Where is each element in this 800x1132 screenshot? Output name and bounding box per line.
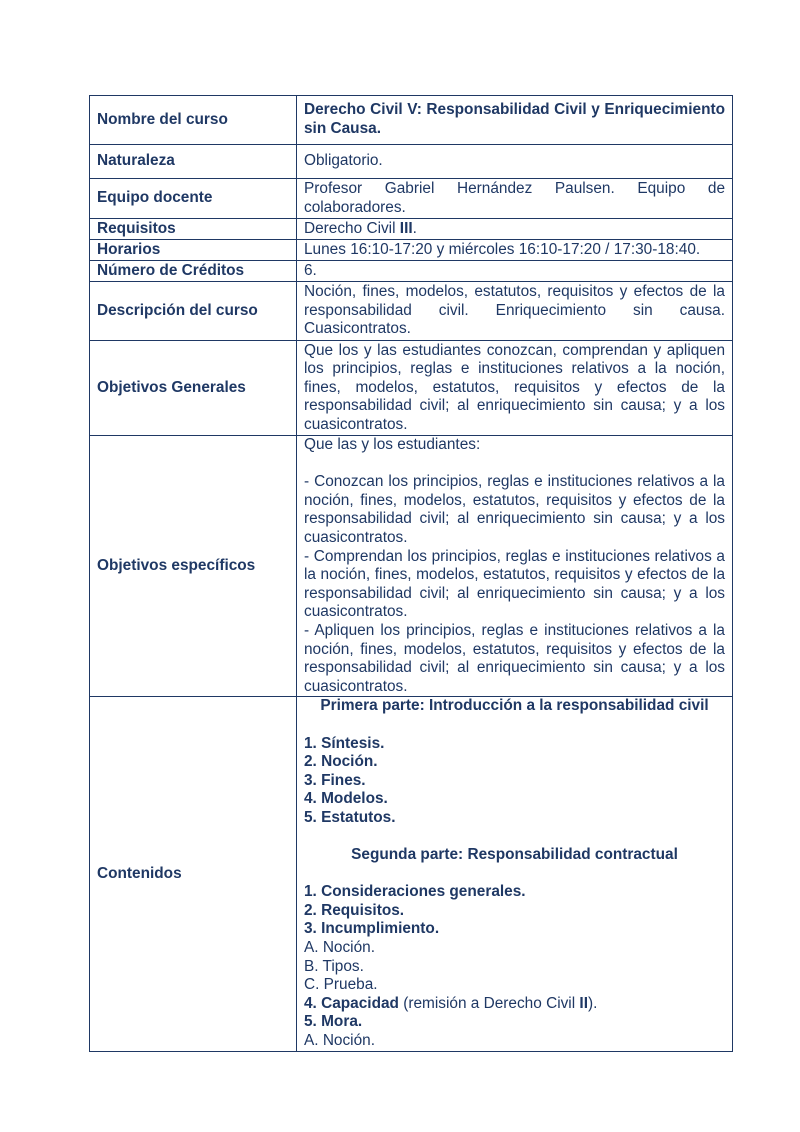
capacidad-label: 4. Capacidad — [304, 994, 399, 1012]
requisitos-roman: III — [399, 219, 413, 237]
part1-item: 3. Fines. — [304, 771, 366, 789]
requisitos-text: Derecho Civil — [304, 219, 400, 237]
requisitos-period: . — [412, 219, 417, 237]
part1-item: 2. Noción. — [304, 753, 378, 771]
part1-title: Primera parte: Introducción a la responsabilidad civil — [320, 697, 709, 715]
part2-item: 5. Mora. — [304, 1013, 363, 1031]
table-row — [90, 219, 733, 240]
row-label-creditos: Número de Créditos — [90, 261, 297, 282]
table-row — [90, 436, 733, 697]
descripcion-value: Noción, fines, modelos, estatutos, requisitos y efectos de la responsabilidad civil. Enriquecimiento sin causa. Cuasicontratos. — [297, 282, 733, 341]
part2-title: Segunda parte: Responsabilidad contractual — [351, 846, 678, 864]
part2-item — [304, 995, 725, 1014]
obj-especificos-item: - Comprendan los principios, reglas e instituciones relativos a la noción, fines, modelos, estatutos, requisitos y efectos de la responsabilidad civil; al enriquecimiento sin causa; y a los cuasicontratos. — [304, 547, 725, 621]
course-name-value: Derecho Civil V: Responsabilidad Civil y Enriquecimiento sin Causa. — [297, 96, 733, 145]
part2-subitem: A. Noción. — [304, 1032, 376, 1049]
part2-subitem: C. Prueba. — [304, 976, 378, 994]
part1-item: 5. Estatutos. — [304, 808, 396, 826]
row-label-descripcion: Descripción del curso — [90, 282, 297, 341]
part2-item: 3. Incumplimiento. — [304, 920, 440, 938]
part2-subitem: A. Noción. — [304, 939, 376, 957]
table-row — [90, 697, 733, 1051]
capacidad-close: ). — [587, 994, 598, 1012]
part2-item: 2. Requisitos. — [304, 901, 405, 919]
row-label-obj-generales: Objetivos Generales — [90, 341, 297, 436]
creditos-value: 6. — [297, 261, 733, 282]
row-label-requisitos: Requisitos — [90, 219, 297, 240]
table-row — [90, 341, 733, 436]
capacidad-note: (remisión a Derecho Civil — [398, 994, 580, 1012]
part2-subitem: B. Tipos. — [304, 957, 364, 975]
requisitos-value — [297, 219, 733, 240]
equipo-value: Profesor Gabriel Hernández Paulsen. Equipo de colaboradores. — [297, 179, 733, 219]
horarios-value: Lunes 16:10-17:20 y miércoles 16:10-17:20 / 17:30-18:40. — [297, 240, 733, 261]
row-label-equipo: Equipo docente — [90, 179, 297, 219]
part1-item: 1. Síntesis. — [304, 734, 385, 752]
naturaleza-value: Obligatorio. — [297, 145, 733, 179]
course-info-table — [89, 95, 733, 1052]
syllabus-page — [89, 95, 733, 1052]
capacidad-roman: II — [579, 994, 588, 1012]
row-label-horarios: Horarios — [90, 240, 297, 261]
row-label-contenidos: Contenidos — [90, 697, 297, 1051]
row-label-nombre: Nombre del curso — [90, 96, 297, 145]
obj-especificos-intro: Que las y los estudiantes: — [304, 436, 481, 453]
obj-especificos-item: - Apliquen los principios, reglas e instituciones relativos a la noción, fines, modelos, estatutos, requisitos y efectos de la responsabilidad civil; al enriquecimiento sin causa; y a los cuasicontratos. — [304, 621, 725, 695]
table-row — [90, 96, 733, 145]
table-row — [90, 282, 733, 341]
obj-generales-value: Que los y las estudiantes conozcan, comprendan y apliquen los principios, reglas e instituciones relativos a la noción, fines, modelos, estatutos, requisitos y efectos de la responsabilidad civil; al enriquecimiento sin causa; y a los cuasicontratos. — [297, 341, 733, 436]
table-row — [90, 179, 733, 219]
obj-especificos-value — [297, 436, 733, 697]
table-row — [90, 145, 733, 179]
obj-especificos-item: - Conozcan los principios, reglas e instituciones relativos a la noción, fines, modelos, estatutos, requisitos y efectos de la responsabilidad civil; al enriquecimiento sin causa; y a los cuasicontratos. — [304, 473, 725, 546]
row-label-obj-especificos: Objetivos específicos — [90, 436, 297, 697]
part1-item: 4. Modelos. — [304, 790, 388, 808]
table-row — [90, 240, 733, 261]
row-label-naturaleza: Naturaleza — [90, 145, 297, 179]
contenidos-value — [297, 697, 733, 1051]
part2-item: 1. Consideraciones generales. — [304, 883, 526, 901]
table-row — [90, 261, 733, 282]
